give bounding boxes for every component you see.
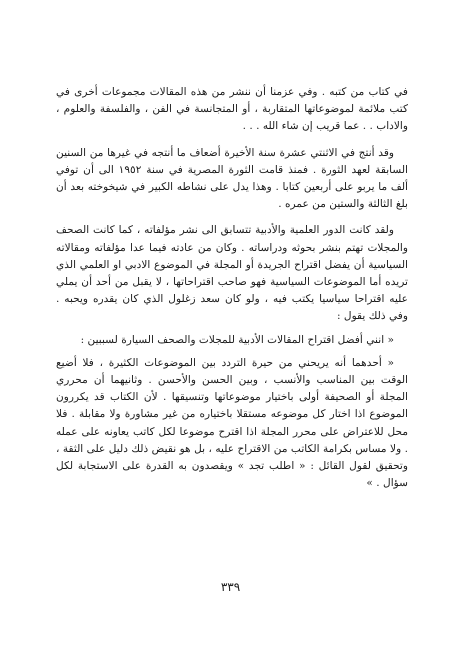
quote-intro: « انني أفضل اقتراح المقالات الأدبية للمجلات والصحف السيارة لسببين : (80, 333, 394, 346)
body-text (56, 84, 408, 492)
paragraph-productivity: وقد أنتج في الاثنتي عشرة سنة الأخيرة أضعاف ما أنتجه في غيرها من السنين السابقة لعهد الثورة . فمنذ قامت الثورة المصرية في سنة ١٩٥٢ الى أن توفي ألف ما يربو على أربعين كتابا . وهذا يدل على نشاطه الكبير في شيخوخته بعد أن بلغ الثالثة والستين من عمره . (56, 146, 408, 211)
paragraph-publishers: ولقد كانت الدور العلمية والأدبية تتسابق الى نشر مؤلفاته ، كما كانت الصحف والمجلات تهتم بنشر بحوثه ودراساته . وكان من عادته فيما عدا مؤلفاته ومقالاته السياسية أن يفضل اقتراح الجريدة أو المجلة في الموضوع الادبي او العلمي الذي تريده أما الموضوعات السياسية فهو صاحب اقتراحاتها ، لا يقبل من أحد أن يملي عليه اقتراحا سياسيا يكتب فيه ، ولو كان سعد زغلول الذي كان يقدره ويحبه . وفي ذلك يقول : (56, 224, 408, 323)
paragraph-continuation: في كتاب من كتبه . وفي عزمنا أن ننشر من هذه المقالات مجموعات أخرى في كتب ملائمة لموضوعاتها المتقاربة ، أو المتجانسة في الفن ، والفلسفة والعلوم ، والاداب . . عما قريب إن شاء الله . . . (56, 86, 408, 133)
quote-body: « أحدهما أنه يريحني من حيرة التردد بين الموضوعات الكثيرة ، فلا أضيع الوقت بين المناسب والأنسب ، وبين الحسن والأحسن . وثانيهما أن محرري المجلة أو الصحيفة أولى باختيار موضوعاتها وتنسيقها . لأن الكتاب قد يكررون الموضوع اذا اختار كل موضوعه مستقلا باختياره من غير مشاورة ولا مقابلة . فلا محل للاعتراض على محرر المجلة اذا اقترح موضوعا لكل كاتب يعاونه على عمله . ولا مساس بكرامة الكاتب من الاقتراح عليه ، بل هو نقيض ذلك دليل على الثقة ، وتحقيق لقول القائل : « اطلب تجد » ويقصدون به القدرة على الاستجابة لكل سؤال . » (56, 356, 408, 490)
page-number: ٣٣٩ (220, 580, 241, 594)
